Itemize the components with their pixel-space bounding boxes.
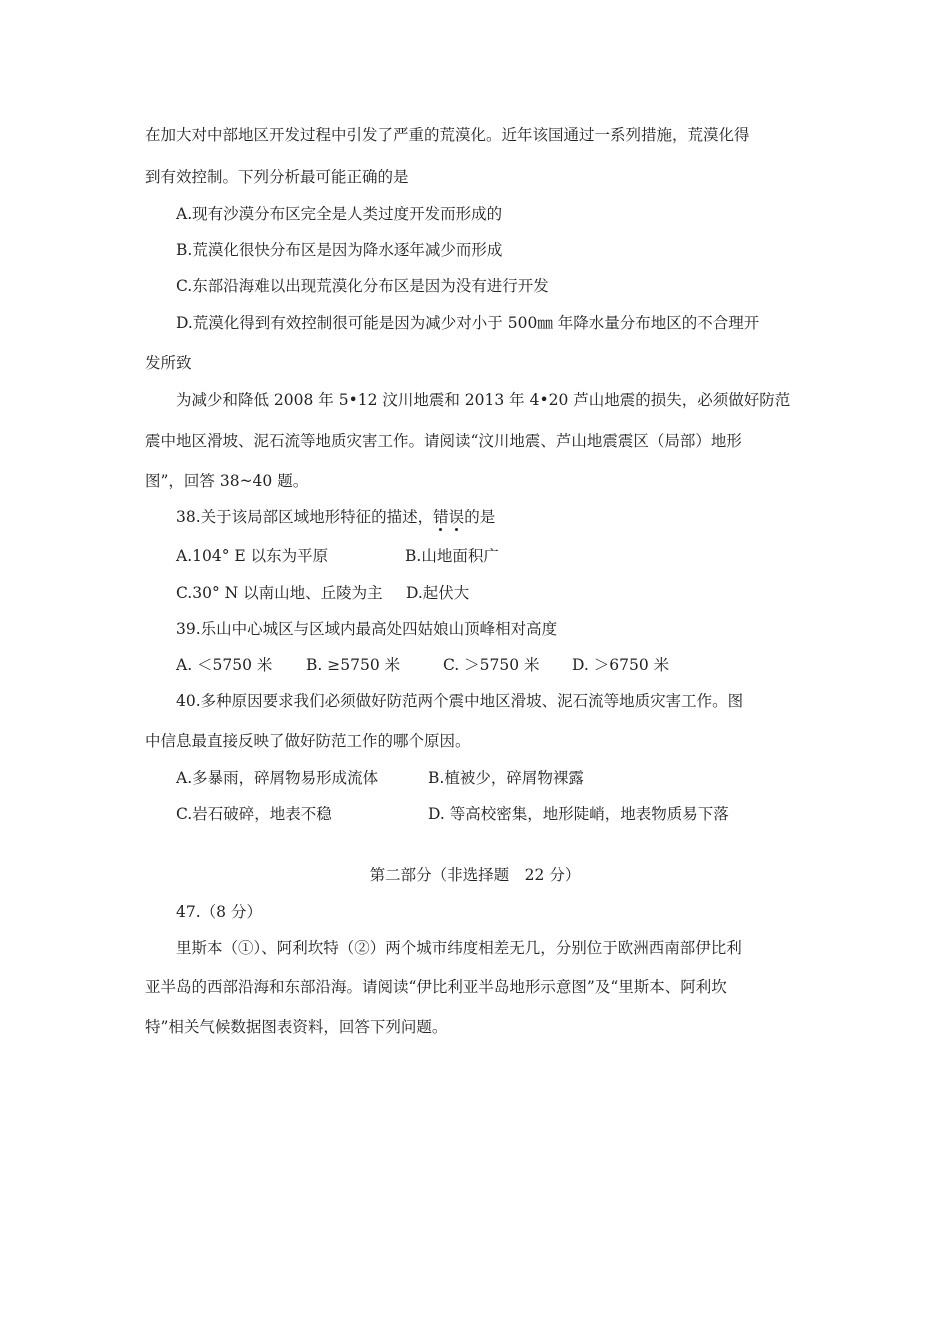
q40-option-d: D. 等高校密集，地形陡峭，地表物质易下落 bbox=[428, 805, 729, 823]
prev-option-a: A.现有沙漠分布区完全是人类过度开发而形成的 bbox=[176, 205, 503, 223]
q38-option-b: B.山地面积广 bbox=[405, 547, 499, 565]
q47-line-3: 特”相关气候数据图表资料，回答下列问题。 bbox=[145, 1018, 448, 1036]
q38-option-c: C.30° N 以南山地、丘陵为主 bbox=[176, 584, 383, 602]
q38-option-a: A.104° E 以东为平原 bbox=[176, 547, 329, 565]
earthquake-intro-line-2: 震中地区滑坡、泥石流等地质灾害工作。请阅读“汶川地震、芦山地震震区（局部）地形 bbox=[145, 432, 742, 450]
q40-option-c: C.岩石破碎，地表不稳 bbox=[176, 805, 332, 823]
q39-option-c: C. ＞5750 米 bbox=[443, 656, 540, 674]
prev-option-d-line-2: 发所致 bbox=[145, 354, 192, 372]
q38-stem-post: 的是 bbox=[464, 508, 496, 526]
prev-option-c: C.东部沿海难以出现荒漠化分布区是因为没有进行开发 bbox=[176, 277, 549, 295]
q38-option-d: D.起伏大 bbox=[406, 584, 470, 602]
q39-option-b: B. ≥5750 米 bbox=[306, 656, 401, 674]
q40-option-b: B.植被少，碎屑物裸露 bbox=[428, 769, 584, 787]
q39-option-d: D. ＞6750 米 bbox=[572, 656, 670, 674]
q38-stem-pre: 38.关于该局部区域地形特征的描述， bbox=[176, 508, 434, 526]
intro-line-1: 在加大对中部地区开发过程中引发了严重的荒漠化。近年该国通过一系列措施，荒漠化得 bbox=[145, 126, 750, 144]
q47-line-1: 里斯本（①）、阿利坎特（②）两个城市纬度相差无几，分别位于欧洲西南部伊比利 bbox=[176, 939, 742, 957]
prev-option-d-line-1: D.荒漠化得到有效控制很可能是因为减少对小于 500㎜ 年降水量分布地区的不合理开 bbox=[176, 314, 760, 332]
q39-stem: 39.乐山中心城区与区域内最高处四姑娘山顶峰相对高度 bbox=[176, 620, 558, 638]
q38-emphasis-char-1: 错 bbox=[433, 508, 449, 526]
q39-option-a: A. ＜5750 米 bbox=[176, 656, 273, 674]
earthquake-intro-line-3: 图”，回答 38~40 题。 bbox=[145, 472, 309, 490]
intro-line-2: 到有效控制。下列分析最可能正确的是 bbox=[145, 168, 409, 186]
part2-title: 第二部分（非选择题 22 分） bbox=[369, 866, 581, 884]
q38-stem bbox=[176, 506, 495, 528]
q40-stem-line-2: 中信息最直接反映了做好防范工作的哪个原因。 bbox=[145, 732, 471, 750]
q47-header: 47.（8 分） bbox=[176, 903, 262, 921]
earthquake-intro-line-1: 为减少和降低 2008 年 5•12 汶川地震和 2013 年 4•20 芦山地震的损失，必须做好防范 bbox=[176, 391, 791, 409]
q38-emphasis-char-2: 误 bbox=[448, 508, 465, 526]
prev-option-b: B.荒漠化很快分布区是因为降水逐年减少而形成 bbox=[176, 241, 503, 259]
q40-option-a: A.多暴雨，碎屑物易形成流体 bbox=[176, 769, 379, 787]
q40-stem-line-1: 40.多种原因要求我们必须做好防范两个震中地区滑坡、泥石流等地质灾害工作。图 bbox=[176, 692, 744, 710]
q47-line-2: 亚半岛的西部沿海和东部沿海。请阅读“伊比利亚半岛地形示意图”及“里斯本、阿利坎 bbox=[145, 978, 727, 996]
